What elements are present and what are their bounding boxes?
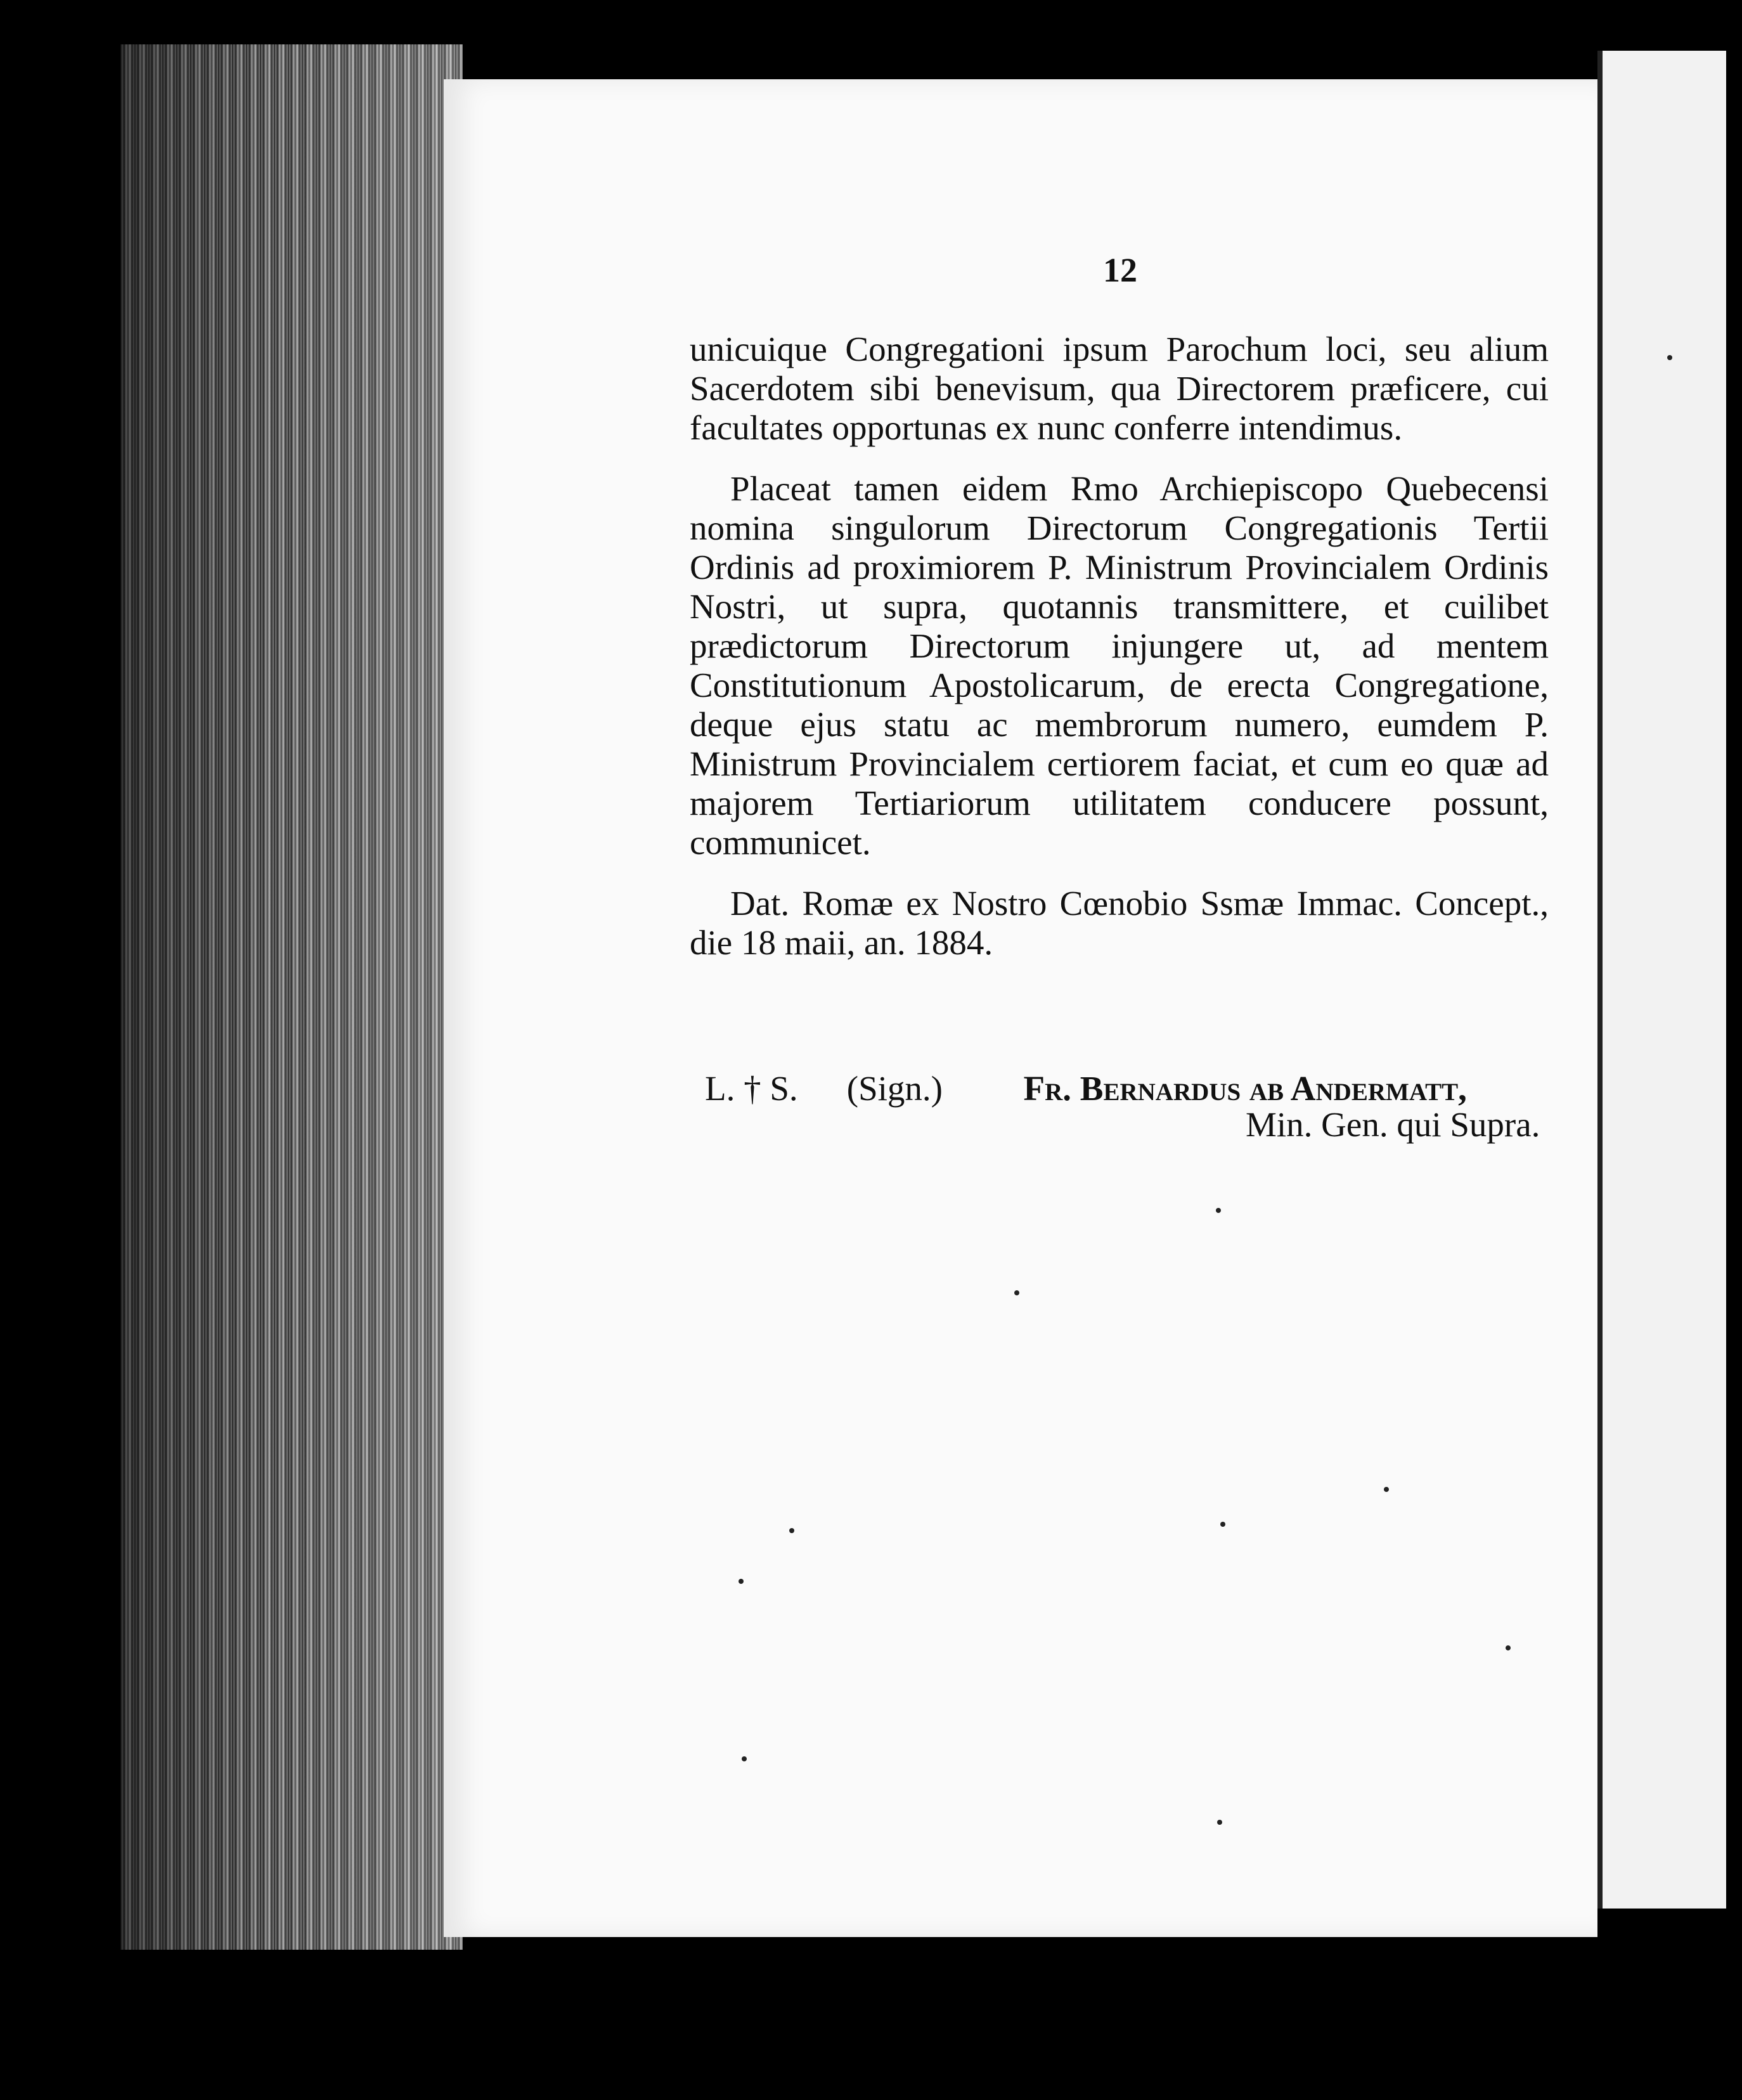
speck [1384, 1487, 1389, 1492]
speck [1667, 355, 1672, 360]
paragraph-continuation: unicuique Congregationi ipsum Parochum loci, seu alium Sacerdotem sibi benevisum, qua Directorem præficere, cui facultates opportunas ex nunc conferre intendimus. [690, 330, 1549, 447]
book-page-edges [120, 44, 463, 1950]
speck [742, 1756, 747, 1761]
page-number: 12 [1103, 251, 1137, 289]
locus-sigilli: L. † S. [705, 1069, 798, 1108]
speck [1506, 1645, 1511, 1650]
speck [739, 1579, 744, 1584]
signatory-title: Min. Gen. qui Supra. [1246, 1105, 1540, 1144]
paragraph-placeat: Placeat tamen eidem Rmo Archiepiscopo Quebecensi nomina singulorum Directorum Congregationis Tertii Ordinis ad proximiorem P. Ministrum Provincialem Ordinis Nostri, ut supra, quotannis transmittere, et cuilibet prædictorum Directorum injungere ut, ad mentem Constitutionum Apostolicarum, de erecta Congregatione, deque ejus statu ac membrorum numero, eumdem P. Ministrum Provincialem certiorem faciat, et cum eo quæ ad majorem Tertiariorum utilitatem conducere possunt, communicet. [690, 469, 1549, 862]
signatory-name: Fr. Bernardus ab Andermatt, [1023, 1069, 1467, 1108]
speck [789, 1528, 794, 1533]
body-text [690, 330, 1549, 963]
signature-line [705, 1068, 1567, 1108]
next-page-edge [1597, 51, 1726, 1909]
speck [1014, 1290, 1019, 1295]
speck [1220, 1522, 1225, 1527]
sign-mark: (Sign.) [846, 1069, 943, 1108]
paragraph-dating: Dat. Romæ ex Nostro Cœnobio Ssmæ Immac. Concept., die 18 maii, an. 1884. [690, 884, 1549, 962]
speck [1216, 1208, 1221, 1213]
speck [1217, 1820, 1222, 1825]
